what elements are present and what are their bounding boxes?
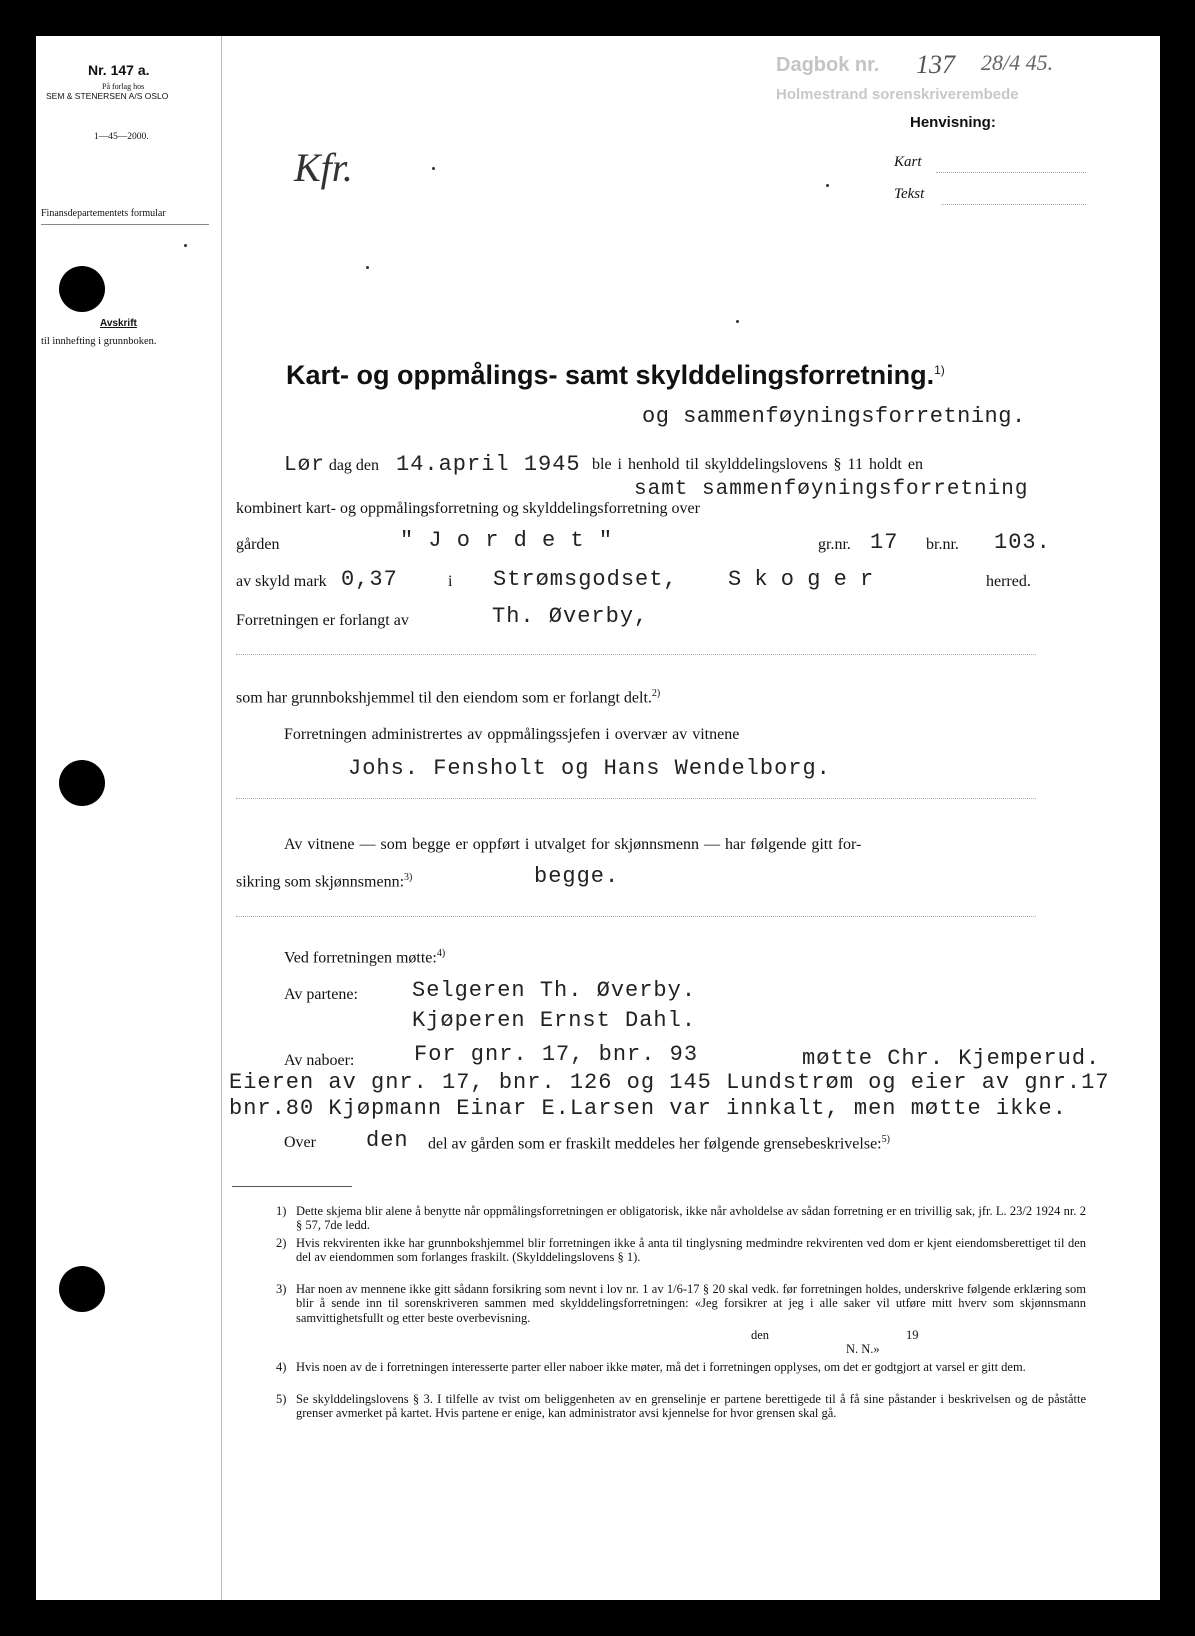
neighbors-label: Av naboer: — [284, 1052, 355, 1069]
attendees-text: Ved forretningen møtte: — [284, 949, 437, 967]
title-note: 1) — [934, 363, 945, 377]
assurance-value: begge. — [534, 864, 620, 889]
form-number: Nr. 147 a. — [88, 62, 150, 78]
print-run: 1—45—2000. — [94, 132, 149, 142]
reference-text-label: Tekst — [894, 186, 925, 202]
tax-value: 0,37 — [341, 567, 398, 592]
footnote — [276, 1282, 1086, 1325]
area-name: Strømsgodset, — [493, 567, 678, 592]
bnr-value: 103. — [994, 530, 1051, 555]
speck — [826, 184, 829, 187]
footnote-number: 1) — [276, 1204, 287, 1218]
footnote — [276, 1236, 1086, 1265]
municipality: S k o g e r — [728, 567, 874, 592]
copy-purpose: til innhefting i grunnboken. — [41, 336, 157, 347]
footnote-text: Se skylddelingslovens § 3. I tilfelle av tvist om beliggenheten av en grenselinje er partene berettigede til å få sine påstander i beskrivelsen og de påståtte grenser avmerket på kartet. Hvis partene er enige, kan administrator avsi kjennelse for hvor grensen skal gå. — [296, 1392, 1086, 1421]
speck — [432, 167, 435, 170]
form-origin: Finansdepartementets formular — [41, 208, 166, 219]
boundary-line — [428, 1134, 890, 1153]
assurance-line2 — [236, 872, 412, 891]
title-addition: og sammenføyningsforretning. — [642, 404, 1026, 429]
ownership-text: som har grunnbokshjemmel til den eiendom som er forlangt delt. — [236, 689, 652, 707]
reference-heading: Henvisning: — [910, 114, 996, 131]
farm-name: " J o r d e t " — [400, 528, 614, 553]
neighbors-line1b: møtte Chr. Kjemperud. — [802, 1046, 1101, 1071]
assurance-text: sikring som skjønnsmenn: — [236, 873, 405, 891]
ownership-line — [236, 688, 660, 707]
footnote-text: Dette skjema blir alene å benytte når oppmålingsforretningen er obligatorisk, ikke når avholdelse av sådan forretning er en trivillig sak, jfr. L. 23/2 1924 nr. 2 § 57, 7de ledd. — [296, 1204, 1086, 1233]
handwritten-initials: Kfr. — [294, 145, 353, 190]
intro-statement: ble i henhold til skylddelingslovens § 11 holdt en — [592, 456, 923, 473]
intro-day — [284, 454, 379, 477]
punch-hole — [59, 1266, 105, 1312]
intro-line2: kombinert kart- og oppmålingsforretning og skylddelingsforretning over — [236, 500, 700, 517]
herred-label: herred. — [986, 573, 1031, 590]
assurance-line1: Av vitnene — som begge er oppført i utvalget for skjønnsmenn — har følgende gitt for- — [284, 836, 862, 853]
fn3-initials: N. N.» — [846, 1342, 880, 1356]
over-label: Over — [284, 1134, 316, 1151]
seller: Selgeren Th. Øverby. — [412, 978, 697, 1003]
neighbors-line3: bnr.80 Kjøpmann Einar E.Larsen var innkalt, men møtte ikke. — [229, 1096, 1067, 1121]
footnote-text: Hvis noen av de i forretningen interesserte parter eller naboer ikke møter, må det i forretningen opplyses, om det er godtgjort at varsel er gitt dem. — [296, 1360, 1026, 1374]
boundary-den: den — [366, 1128, 409, 1153]
footnote-number: 4) — [276, 1360, 287, 1374]
footnote — [276, 1360, 1086, 1374]
fn3-den: den — [751, 1328, 770, 1342]
footnote-text: Hvis rekvirenten ikke har grunnbokshjemmel blir forretningen ikke å anta til tinglysning medmindre rekvirenten ved dom er kjent eiendomsberettiget til den del av eiendommen som forlanges fraskilt. (Skylddelingslovens § 1). — [296, 1236, 1086, 1265]
document-page — [36, 36, 1160, 1600]
neighbors-line1: For gnr. 17, bnr. 93 — [414, 1042, 699, 1067]
document-title — [286, 360, 945, 391]
ownership-note: 2) — [651, 688, 661, 699]
requested-value: Th. Øverby, — [492, 604, 649, 629]
attendees-label — [284, 948, 445, 967]
farm-label: gården — [236, 536, 280, 553]
neighbors-line2: Eieren av gnr. 17, bnr. 126 og 145 Lundstrøm og eier av gnr.17 — [229, 1070, 1110, 1095]
title-text: Kart- og oppmålings- samt skylddelingsforretning. — [286, 360, 935, 390]
footnote-number: 5) — [276, 1392, 287, 1406]
reference-map-label: Kart — [894, 154, 922, 170]
copy-label: Avskrift — [100, 318, 137, 329]
reference-text-line — [941, 204, 1086, 205]
assurance-note: 3) — [404, 872, 413, 883]
footnote-number: 2) — [276, 1236, 287, 1250]
statement-addition: samt sammenføyningsforretning — [634, 478, 1029, 501]
requested-label: Forretningen er forlangt av — [236, 612, 409, 629]
blank-line — [236, 798, 1036, 799]
reference-map-line — [936, 172, 1086, 173]
gnr-label: gr.nr. — [818, 536, 851, 553]
speck — [366, 266, 369, 269]
punch-hole — [59, 266, 105, 312]
footnote-number: 3) — [276, 1282, 287, 1296]
footnote-text: Har noen av mennene ikke gitt sådann forsikring som nevnt i lov nr. 1 av 1/6-17 § 20 skal vedk. før forretningen holdes, underskrive følgende erklæring som blir å sende inn til sorenskriveren sammen med skylddelingsforretningen: «Jeg forsikrer at jeg i alle saker vil utføre mitt hverv som skjønnsmann samvittighetsfullt og etter beste overbevisning. — [296, 1282, 1086, 1325]
margin-divider — [41, 224, 209, 225]
in-label: i — [448, 573, 453, 590]
blank-line — [236, 916, 1036, 917]
diary-date: 28/4 45. — [981, 50, 1054, 75]
footnote-rule — [232, 1186, 352, 1187]
margin-rule — [221, 36, 222, 1600]
publisher-line: På forlag hos — [102, 82, 145, 91]
diary-stamp-label: Dagbok nr. — [776, 54, 880, 76]
speck — [736, 320, 739, 323]
footnote — [276, 1392, 1086, 1421]
publisher-name: SEM & STENERSEN A/S OSLO — [46, 91, 169, 101]
footnote — [276, 1204, 1086, 1233]
speck — [184, 244, 187, 247]
day-handwritten: Lør — [284, 454, 325, 477]
tax-label: av skyld mark — [236, 573, 327, 590]
blank-line — [236, 654, 1036, 655]
date-value: 14.april 1945 — [396, 452, 581, 477]
bnr-label: br.nr. — [926, 536, 959, 553]
office-stamp: Holmestrand sorenskriverembede — [776, 86, 1019, 103]
boundary-note: 5) — [881, 1134, 890, 1145]
diary-number: 137 — [916, 50, 955, 79]
boundary-text: del av gården som er fraskilt meddeles her følgende grensebeskrivelse: — [428, 1135, 882, 1153]
fn3-year: 19 — [906, 1328, 919, 1342]
day-suffix: dag — [328, 457, 352, 474]
parties-label: Av partene: — [284, 986, 358, 1003]
den-label: den — [355, 457, 380, 474]
administered-line: Forretningen administrertes av oppmålingssjefen i overvær av vitnene — [284, 726, 740, 743]
attendees-note: 4) — [436, 948, 446, 959]
witnesses: Johs. Fensholt og Hans Wendelborg. — [348, 756, 831, 781]
gnr-value: 17 — [870, 530, 899, 555]
punch-hole — [59, 760, 105, 806]
buyer: Kjøperen Ernst Dahl. — [412, 1008, 697, 1033]
